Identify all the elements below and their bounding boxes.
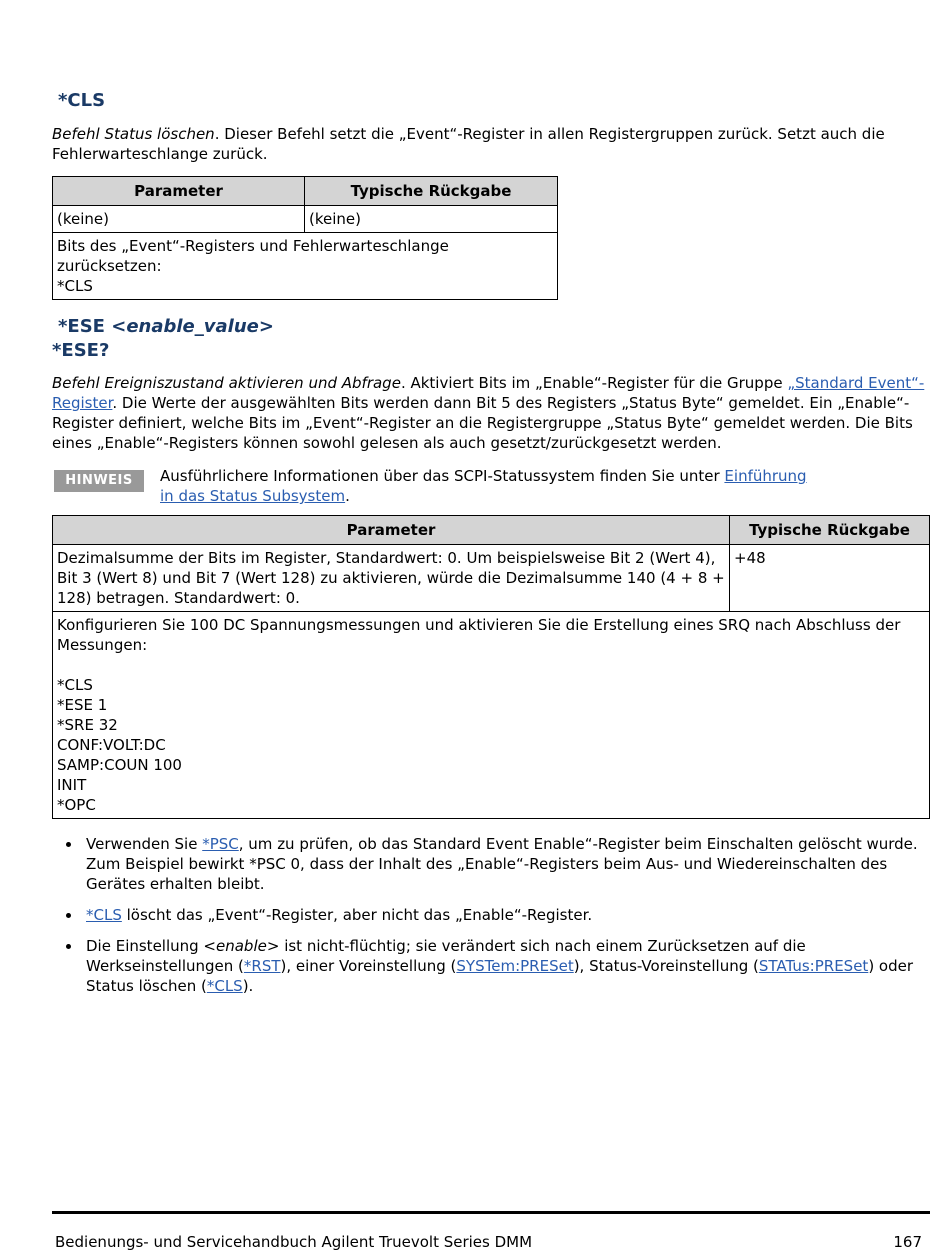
bullet-text: löscht das „Event“-Register, aber nicht das „Enable“-Register. (121, 906, 593, 924)
ese-notes-list (52, 834, 930, 1007)
ese-code-line: *ESE 1 (57, 696, 108, 714)
bullet-icon (66, 913, 71, 918)
bullet-italic: enable (216, 937, 267, 955)
footer-divider (52, 1211, 930, 1214)
cls-col-parameter: Parameter (53, 177, 305, 206)
rst-link[interactable]: *RST (243, 957, 281, 975)
cls-description (52, 124, 930, 164)
bullet-text: > ist nicht-flüchtig; sie verändert sich nach einem Zurücksetzen auf die Werkseinstellungen ( (86, 937, 806, 975)
ese-code-line: *SRE 32 (57, 716, 118, 734)
cls-link[interactable]: *CLS (86, 906, 122, 924)
page-number: 167 (893, 1233, 922, 1251)
ese-heading-param: <enable_value> (111, 316, 274, 337)
bullet-icon (66, 944, 71, 949)
note-text (160, 466, 820, 506)
bullet-text: ), Status-Voreinstellung ( (573, 957, 759, 975)
bullet-text: ), einer Voreinstellung ( (280, 957, 457, 975)
ese-col-return: Typische Rückgabe (730, 516, 930, 545)
cls-desc-italic: Befehl Status löschen (52, 125, 215, 143)
ese-return-value: +48 (730, 545, 930, 612)
cls-link-2[interactable]: *CLS (206, 977, 243, 995)
list-item (52, 936, 930, 996)
ese-code-line: CONF:VOLT:DC (57, 736, 166, 754)
ese-heading-cmd: *ESE (58, 316, 112, 337)
ese-col-parameter: Parameter (53, 516, 730, 545)
cls-example-text: Bits des „Event“-Registers und Fehlerwarteschlange zurücksetzen: (57, 237, 449, 275)
bullet-text: Die Einstellung < (86, 937, 216, 955)
note-box (52, 467, 930, 510)
ese-description (52, 373, 930, 453)
ese-example-text: Konfigurieren Sie 100 DC Spannungsmessungen und aktivieren Sie die Erstellung eines SRQ nach Abschluss der Messungen: (57, 616, 901, 654)
list-item (52, 905, 930, 925)
ese-heading (58, 316, 274, 337)
ese-code-line: INIT (57, 776, 87, 794)
ese-code-line: *OPC (57, 796, 96, 814)
bullet-text: ) oder Status löschen ( (86, 957, 914, 995)
status-preset-link[interactable]: STATus:PRESet (758, 957, 869, 975)
cls-heading: *CLS (58, 90, 106, 111)
list-item (52, 834, 930, 894)
status-subsystem-link[interactable]: Einführung in das Status Subsystem (160, 467, 807, 505)
ese-desc-italic: Befehl Ereigniszustand aktivieren und Abfrage (52, 374, 401, 392)
bullet-icon (66, 842, 71, 847)
ese-code-line: SAMP:COUN 100 (57, 756, 182, 774)
cls-col-return: Typische Rückgabe (305, 177, 558, 206)
note-text-body: Ausführlichere Informationen über das SCPI-Statussystem finden Sie unter (160, 467, 725, 485)
bullet-text: Verwenden Sie (86, 835, 203, 853)
cls-example-cell (53, 233, 558, 300)
cls-return-value: (keine) (305, 206, 558, 233)
standard-event-register-link[interactable]: „Standard Event“-Register (52, 374, 925, 412)
ese-desc-part2: . Die Werte der ausgewählten Bits werden dann Bit 5 des Registers „Status Byte“ gemeldet. Ein „Enable“-Register definiert, welche Bits im „Event“-Register an die Registergruppe „Status Byte“ gemeldet werden. Die Bits eines „Enable“-Registers können sowohl gelesen als auch gesetzt/zurückgesetzt werden. (52, 394, 913, 452)
ese-param-value: Dezimalsumme der Bits im Register, Standardwert: 0. Um beispielsweise Bit 2 (Wert 4), Bit 3 (Wert 8) und Bit 7 (Wert 128) zu aktivieren, würde die Dezimalsumme 140 (4 + 8 + 128) betragen. Standardwert: 0. (53, 545, 730, 612)
ese-query-heading: *ESE? (52, 340, 110, 361)
system-preset-link[interactable]: SYSTem:PRESet (456, 957, 574, 975)
cls-param-value: (keine) (53, 206, 305, 233)
ese-example-spacer (57, 655, 925, 675)
cls-table (52, 176, 558, 300)
note-badge: HINWEIS (54, 470, 144, 492)
ese-desc-part1: . Aktiviert Bits im „Enable“-Register für die Gruppe (400, 374, 788, 392)
note-text-end: . (345, 487, 350, 505)
footer-title: Bedienungs- und Servicehandbuch Agilent Truevolt Series DMM (55, 1233, 533, 1251)
cls-example-code: *CLS (57, 277, 93, 295)
ese-table (52, 515, 930, 819)
ese-code-line: *CLS (57, 676, 93, 694)
cls-desc-text: . Dieser Befehl setzt die „Event“-Register in allen Registergruppen zurück. Setzt auch die Fehlerwarteschlange zurück. (52, 125, 885, 163)
psc-link[interactable]: *PSC (202, 835, 239, 853)
bullet-text: , um zu prüfen, ob das Standard Event Enable“-Register beim Einschalten gelöscht wurde. Zum Beispiel bewirkt *PSC 0, dass der Inhalt des „Enable“-Registers beim Aus- und Wiedereinschalten des Gerätes erhalten bleibt. (86, 835, 918, 893)
ese-example-cell (53, 612, 930, 819)
bullet-text: ). (242, 977, 254, 995)
